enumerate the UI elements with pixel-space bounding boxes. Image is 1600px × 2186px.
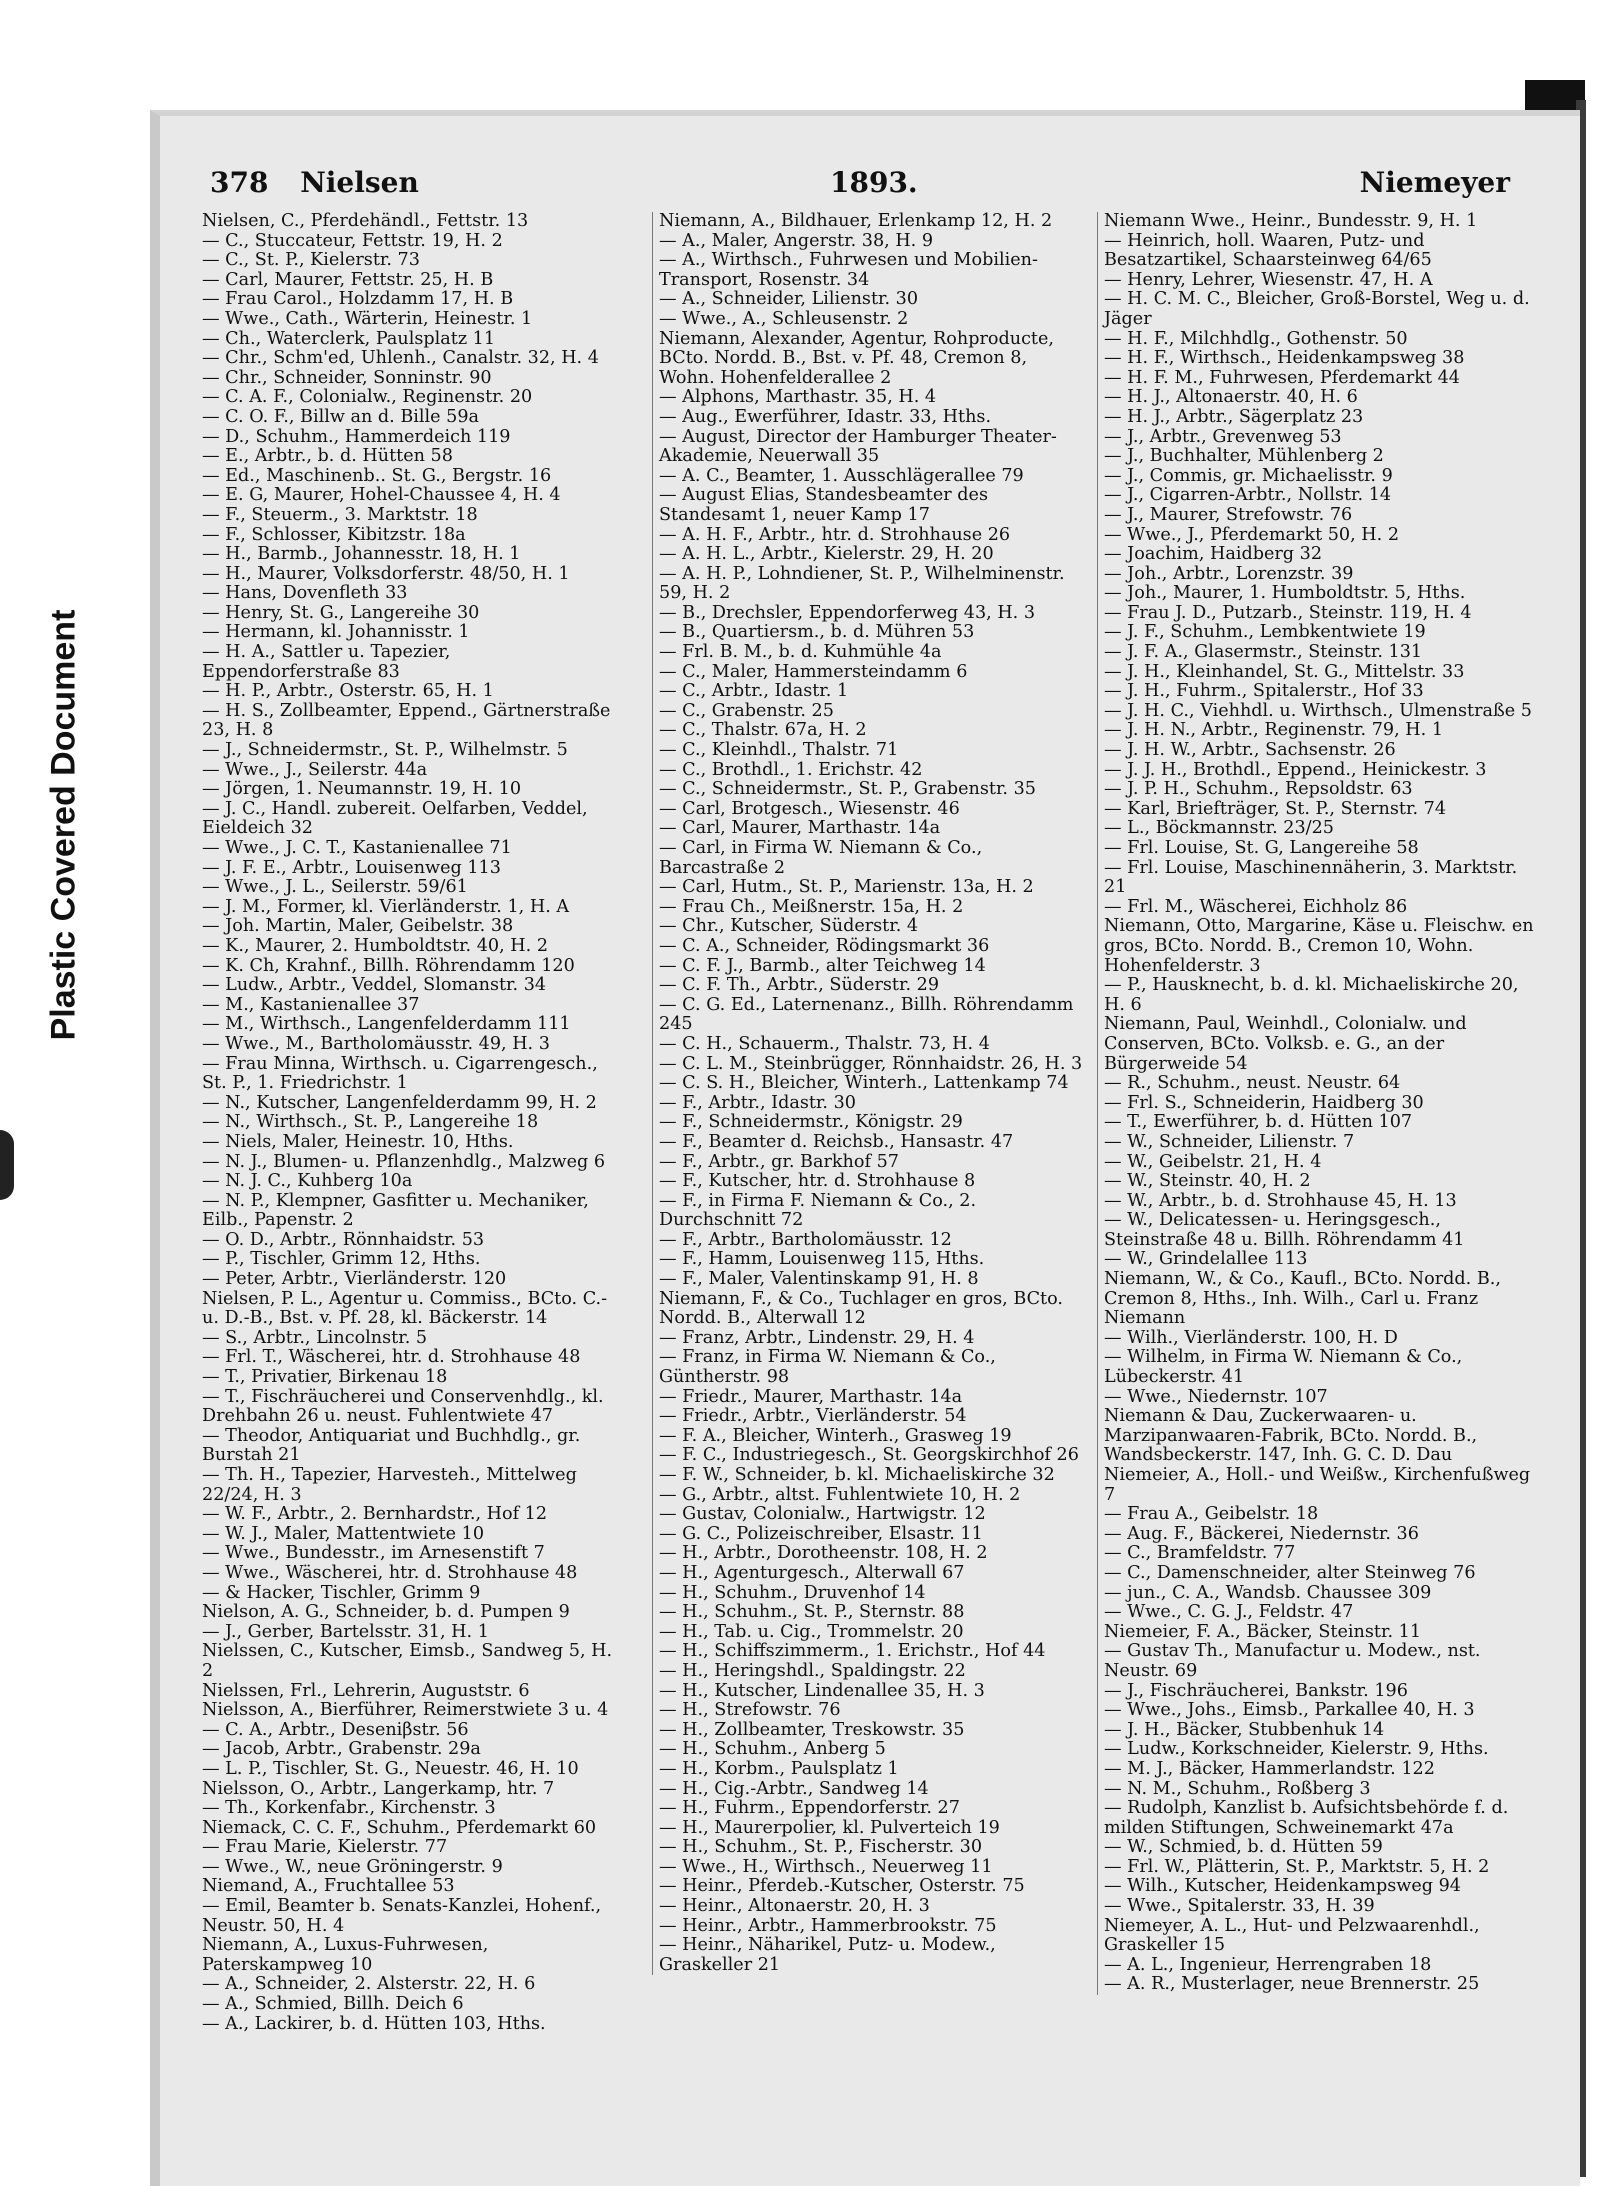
directory-entry: — August, Director der Hamburger Theater-Akademie, Neuerwall 35	[659, 426, 1057, 467]
directory-entry: — Wilh., Kutscher, Heidenkampsweg 94	[1104, 1876, 1461, 1897]
directory-entry: — C., Stuccateur, Fettstr. 19, H. 2	[202, 230, 503, 251]
directory-entry: — J. H. N., Arbtr., Reginenstr. 79, H. 1	[1104, 720, 1444, 741]
directory-entry: — E. G, Maurer, Hohel-Chaussee 4, H. 4	[202, 485, 561, 506]
directory-entry: — F. C., Industriegesch., St. Georgskirchhof 26	[659, 1445, 1079, 1466]
directory-entry: — J., Cigarren-Arbtr., Nollstr. 14	[1104, 485, 1392, 506]
directory-entry: — F., Schlosser, Kibitzstr. 18a	[202, 524, 466, 545]
directory-entry: — Jacob, Arbtr., Grabenstr. 29a	[202, 1739, 481, 1760]
directory-entry: — C., Damenschneider, alter Steinweg 76	[1104, 1562, 1476, 1583]
directory-entry: — Chr., Schneider, Sonninstr. 90	[202, 367, 492, 388]
directory-entry: — W. F., Arbtr., 2. Bernhardstr., Hof 12	[202, 1504, 548, 1525]
directory-entry: — A., Schneider, Lilienstr. 30	[659, 289, 919, 310]
directory-entry: — Frl. Louise, Maschinennäherin, 3. Marktstr. 21	[1104, 857, 1518, 898]
directory-entry: — Rudolph, Kanzlist b. Aufsichtsbehörde f. d. milden Stiftungen, Schweinemarkt 47a	[1104, 1798, 1509, 1838]
directory-entry: — Alphons, Marthastr. 35, H. 4	[659, 387, 937, 408]
directory-entry: — A., Schneider, 2. Alsterstr. 22, H. 6	[202, 1974, 536, 1995]
directory-entry: — L., Böckmannstr. 23/25	[1104, 818, 1334, 839]
directory-entry: — C., Thalstr. 67a, H. 2	[659, 720, 867, 741]
page-header	[210, 166, 1510, 206]
directory-entry: — Wwe., Bundesstr., im Arnesenstift 7	[202, 1543, 545, 1564]
directory-entry: — H., Arbtr., Dorotheenstr. 108, H. 2	[659, 1543, 988, 1564]
directory-entry: — H., Kutscher, Lindenallee 35, H. 3	[659, 1680, 985, 1701]
directory-entry: — Friedr., Maurer, Marthastr. 14a	[659, 1386, 963, 1407]
directory-entry: — E., Arbtr., b. d. Hütten 58	[202, 446, 453, 467]
directory-entry: — H. F., Milchhdlg., Gothenstr. 50	[1104, 328, 1408, 349]
directory-entry: — F., Arbtr., Idastr. 30	[659, 1092, 856, 1113]
directory-entry: — H., Tab. u. Cig., Trommelstr. 20	[659, 1621, 964, 1642]
directory-entry: — H., Fuhrm., Eppendorferstr. 27	[659, 1798, 960, 1819]
directory-entry: — Wwe., A., Schleusenstr. 2	[659, 308, 909, 329]
directory-entry: — H. S., Zollbeamter, Eppend., Gärtnerstraße 23, H. 8	[202, 700, 611, 741]
directory-entry: — Heinr., Pferdeb.-Kutscher, Osterstr. 75	[659, 1876, 1025, 1897]
directory-entry: — F., Hamm, Louisenweg 115, Hths.	[659, 1249, 985, 1270]
directory-entry: — H. P., Arbtr., Osterstr. 65, H. 1	[202, 681, 494, 702]
directory-entry: — H., Maurer, Volksdorferstr. 48/50, H. 1	[202, 563, 570, 584]
directory-entry: — A., Schmied, Billh. Deich 6	[202, 1994, 464, 2015]
directory-entry: — H., Schuhm., St. P., Fischerstr. 30	[659, 1837, 983, 1858]
directory-entry: — T., Privatier, Birkenau 18	[202, 1367, 448, 1388]
directory-entry: — K., Maurer, 2. Humboldtstr. 40, H. 2	[202, 935, 549, 956]
directory-entry: — Franz, Arbtr., Lindenstr. 29, H. 4	[659, 1327, 975, 1348]
directory-entry: — A., Maler, Angerstr. 38, H. 9	[659, 230, 934, 251]
directory-entry: — A. H. P., Lohndiener, St. P., Wilhelminenstr. 59, H. 2	[659, 563, 1065, 604]
header-left-title: Nielsen	[300, 166, 419, 199]
directory-entry: — J. P. H., Schuhm., Repsoldstr. 63	[1104, 779, 1413, 800]
directory-entry: — J. H., Fuhrm., Spitalerstr., Hof 33	[1104, 681, 1424, 702]
directory-entry: — J. H., Bäcker, Stubbenhuk 14	[1104, 1719, 1385, 1740]
directory-entry: — H., Zollbeamter, Treskowstr. 35	[659, 1719, 965, 1740]
directory-entry: — Theodor, Antiquariat und Buchhdlg., gr. Burstah 21	[202, 1425, 581, 1466]
directory-entry: — J., Maurer, Strefowstr. 76	[1104, 504, 1353, 525]
directory-entry: — Carl, Maurer, Marthastr. 14a	[659, 818, 941, 839]
directory-entry: — H., Schiffszimmerm., 1. Erichstr., Hof 44	[659, 1641, 1046, 1662]
directory-entry: — Hermann, kl. Johannisstr. 1	[202, 622, 470, 643]
directory-entry: — C., Schneidermstr., St. P., Grabenstr. 35	[659, 779, 1036, 800]
directory-entry: Nielsen, P. L., Agentur u. Commiss., BCto. C.- u. D.-B., Bst. v. Pf. 28, kl. Bäckerstr. 14	[202, 1288, 608, 1329]
directory-entry: Nielsson, A., Bierführer, Reimerstwiete 3 u. 4	[202, 1700, 609, 1721]
directory-entry: — Heinr., Näharikel, Putz- u. Modew., Graskeller 21	[659, 1935, 996, 1975]
directory-entry: — Wilh., Vierländerstr. 100, H. D	[1104, 1327, 1398, 1348]
directory-entry: — W., Arbtr., b. d. Strohhause 45, H. 13	[1104, 1190, 1457, 1211]
directory-entry: — A. H. F., Arbtr., htr. d. Strohhause 26	[659, 524, 1011, 545]
directory-entry: Niemann, Otto, Margarine, Käse u. Fleischw. en gros, BCto. Nordd. B., Cremon 10, Wohn. Hohenfelderstr. 3	[1104, 916, 1534, 976]
directory-entry: — N., Kutscher, Langenfelderdamm 99, H. 2	[202, 1092, 597, 1113]
directory-entry: Nielsson, O., Arbtr., Langerkamp, htr. 7	[202, 1778, 555, 1799]
directory-entry: — H. J., Arbtr., Sägerplatz 23	[1104, 406, 1364, 427]
directory-entry: — O. D., Arbtr., Rönnhaidstr. 53	[202, 1229, 485, 1250]
directory-entry: — M., Wirthsch., Langenfelderdamm 111	[202, 1014, 571, 1035]
directory-entry: Nielssen, C., Kutscher, Eimsb., Sandweg 5, H. 2	[202, 1641, 613, 1681]
directory-entry: — F., Arbtr., gr. Barkhof 57	[659, 1151, 899, 1172]
directory-entry: — J., Buchhalter, Mühlenberg 2	[1104, 446, 1384, 467]
directory-entry: — Frau Marie, Kielerstr. 77	[202, 1837, 448, 1858]
directory-entry: — W., Grindelallee 113	[1104, 1249, 1308, 1270]
directory-entry: Niemann, W., & Co., Kaufl., BCto. Nordd. B., Cremon 8, Hths., Inh. Wilh., Carl u. Franz Niemann	[1104, 1269, 1501, 1329]
directory-entry: — J., Fischräucherei, Bankstr. 196	[1104, 1680, 1408, 1701]
directory-entry: — J., Schneidermstr., St. P., Wilhelmstr. 5	[202, 740, 568, 761]
directory-entry: — D., Schuhm., Hammerdeich 119	[202, 426, 511, 447]
directory-entry: — C. O. F., Billw an d. Bille 59a	[202, 406, 480, 427]
directory-entry: — H. A., Sattler u. Tapezier, Eppendorferstraße 83	[202, 642, 451, 682]
directory-entry: Niemann Wwe., Heinr., Bundesstr. 9, H. 1	[1104, 211, 1478, 231]
directory-entry: — Heinrich, holl. Waaren, Putz- und Besatzartikel, Schaarsteinweg 64/65	[1104, 230, 1432, 271]
directory-entry: — C., Arbtr., Idastr. 1	[659, 681, 849, 702]
page-number: 378	[210, 166, 269, 199]
directory-entry: — J. H., Kleinhandel, St. G., Mittelstr. 33	[1104, 661, 1465, 682]
directory-entry: — Joh., Arbtr., Lorenzstr. 39	[1104, 563, 1354, 584]
directory-entry: — C. A., Arbtr., Deseniβstr. 56	[202, 1719, 469, 1740]
directory-entry: — P., Hausknecht, b. d. kl. Michaeliskirche 20, H. 6	[1104, 975, 1519, 1015]
directory-entry: — M., Kastanienallee 37	[202, 994, 420, 1015]
directory-entry: Niemann, Alexander, Agentur, Rohproducte, BCto. Nordd. B., Bst. v. Pf. 48, Cremon 8, Wohn. Hohenfelderallee 2	[659, 328, 1055, 388]
directory-entry: — H., Schuhm., St. P., Sternstr. 88	[659, 1602, 965, 1623]
directory-entry: — Joachim, Haidberg 32	[1104, 544, 1323, 565]
header-year: 1893.	[830, 166, 918, 199]
column-2	[652, 212, 1084, 1975]
directory-entry: — Carl, in Firma W. Niemann & Co., Barcastraße 2	[659, 838, 983, 878]
directory-entry: — Henry, Lehrer, Wiesenstr. 47, H. A	[1104, 269, 1433, 290]
directory-entry: — S., Arbtr., Lincolnstr. 5	[202, 1327, 428, 1348]
directory-entry: — F. A., Bleicher, Winterh., Grasweg 19	[659, 1425, 1012, 1446]
directory-entry: — H. F., Wirthsch., Heidenkampsweg 38	[1104, 348, 1465, 369]
side-label: Plastic Covered Document	[44, 609, 83, 1041]
directory-entry: — P., Tischler, Grimm 12, Hths.	[202, 1249, 481, 1270]
directory-entry: — K. Ch, Krahnf., Billh. Röhrendamm 120	[202, 955, 575, 976]
directory-entry: Niemann, Paul, Weinhdl., Colonialw. und Conserven, BCto. Volksb. e. G., an der Bürgerweide 54	[1104, 1014, 1467, 1074]
directory-entry: — N. J., Blumen- u. Pflanzenhdlg., Malzweg 6	[202, 1151, 606, 1172]
directory-entry: — L. P., Tischler, St. G., Neuestr. 46, H. 10	[202, 1758, 579, 1779]
directory-entry: — W., Schneider, Lilienstr. 7	[1104, 1131, 1355, 1152]
directory-entry: — Wwe., J., Pferdemarkt 50, H. 2	[1104, 524, 1400, 545]
directory-entry: — N. J. C., Kuhberg 10a	[202, 1171, 413, 1192]
directory-entry: Niemann & Dau, Zuckerwaaren- u. Marzipanwaaren-Fabrik, BCto. Nordd. B., Wandsbeckerstr. 147, Inh. G. C. D. Dau	[1104, 1406, 1478, 1466]
directory-entry: — F., Steuerm., 3. Marktstr. 18	[202, 504, 478, 525]
directory-entry: — jun., C. A., Wandsb. Chaussee 309	[1104, 1582, 1432, 1603]
directory-entry: — Hans, Dovenfleth 33	[202, 583, 408, 604]
directory-entry: — C. H., Schauerm., Thalstr. 73, H. 4	[659, 1033, 990, 1054]
directory-entry: — Frau A., Geibelstr. 18	[1104, 1504, 1319, 1525]
directory-entry: — A., Lackirer, b. d. Hütten 103, Hths.	[202, 2013, 546, 2034]
directory-entry: — Wwe., J., Seilerstr. 44a	[202, 759, 428, 780]
header-left	[210, 166, 419, 199]
directory-entry: — Karl, Briefträger, St. P., Sternstr. 74	[1104, 798, 1447, 819]
directory-entry: — Carl, Hutm., St. P., Marienstr. 13a, H. 2	[659, 877, 1034, 898]
directory-entry: — H., Strefowstr. 76	[659, 1700, 841, 1721]
directory-entry: — H., Agenturgesch., Alterwall 67	[659, 1562, 965, 1583]
directory-entry: — Frl. B. M., b. d. Kuhmühle 4a	[659, 642, 942, 663]
directory-entry: — Wwe., H., Wirthsch., Neuerweg 11	[659, 1856, 993, 1877]
directory-entry: Niemack, C. C. F., Schuhm., Pferdemarkt 60	[202, 1817, 597, 1838]
directory-entry: — A. R., Musterlager, neue Brennerstr. 25	[1104, 1974, 1480, 1995]
directory-entry: — J. F., Schuhm., Lembkentwiete 19	[1104, 622, 1426, 643]
directory-entry: — Peter, Arbtr., Vierländerstr. 120	[202, 1269, 507, 1290]
directory-entry: — Emil, Beamter b. Senats-Kanzlei, Hohenf., Neustr. 50, H. 4	[202, 1896, 602, 1936]
directory-entry: — W., Delicatessen- u. Heringsgesch., Steinstraße 48 u. Billh. Röhrendamm 41	[1104, 1210, 1465, 1250]
directory-entry: — F., Arbtr., Bartholomäusstr. 12	[659, 1229, 952, 1250]
directory-entry: — Frl. S., Schneiderin, Haidberg 30	[1104, 1092, 1424, 1113]
directory-entry: — F., Kutscher, htr. d. Strohhause 8	[659, 1171, 976, 1192]
directory-entry: — W., Steinstr. 40, H. 2	[1104, 1171, 1311, 1192]
directory-entry: — August Elias, Standesbeamter des Standesamt 1, neuer Kamp 17	[659, 485, 988, 525]
directory-entry: — Friedr., Arbtr., Vierländerstr. 54	[659, 1406, 967, 1427]
column-3	[1097, 212, 1534, 1995]
directory-entry: — T., Fischräucherei und Conservenhdlg., kl. Drehbahn 26 u. neust. Fuhlentwiete 47	[202, 1386, 604, 1427]
directory-entry: — C., Grabenstr. 25	[659, 700, 834, 721]
directory-entry: Nielson, A. G., Schneider, b. d. Pumpen 9	[202, 1602, 570, 1623]
directory-entry: — Jörgen, 1. Neumannstr. 19, H. 10	[202, 779, 522, 800]
directory-entry: Niemann, F., & Co., Tuchlager en gros, BCto. Nordd. B., Alterwall 12	[659, 1288, 1063, 1329]
directory-entry: — J. H. W., Arbtr., Sachsenstr. 26	[1104, 740, 1396, 761]
directory-entry: — Frau J. D., Putzarb., Steinstr. 119, H. 4	[1104, 602, 1472, 623]
directory-entry: — F. W., Schneider, b. kl. Michaeliskirche 32	[659, 1465, 1055, 1485]
directory-entry: — W., Geibelstr. 21, H. 4	[1104, 1151, 1322, 1172]
directory-entry: — J. F. A., Glasermstr., Steinstr. 131	[1104, 642, 1423, 663]
directory-entry: — Wilhelm, in Firma W. Niemann & Co., Lübeckerstr. 41	[1104, 1347, 1463, 1388]
directory-entry: — Frau Ch., Meißnerstr. 15a, H. 2	[659, 896, 964, 917]
directory-entry: — G. C., Polizeischreiber, Elsastr. 11	[659, 1523, 983, 1544]
directory-entry: — F., in Firma F. Niemann & Co., 2. Durchschnitt 72	[659, 1190, 977, 1231]
directory-entry: — G., Arbtr., altst. Fuhlentwiete 10, H. 2	[659, 1484, 1021, 1505]
directory-entry: — C. F. Th., Arbtr., Süderstr. 29	[659, 975, 940, 996]
directory-entry: — Wwe., J. L., Seilerstr. 59/61	[202, 877, 468, 898]
directory-entry: — Frl. W., Plätterin, St. P., Marktstr. 5, H. 2	[1104, 1856, 1490, 1877]
directory-entry: — J. H. C., Viehhdl. u. Wirthsch., Ulmenstraße 5	[1104, 700, 1532, 721]
directory-entry: Niemann, A., Luxus-Fuhrwesen, Paterskampweg 10	[202, 1935, 489, 1975]
directory-entry: — Joh., Maurer, 1. Humboldtstr. 5, Hths.	[1104, 583, 1466, 604]
header-right-title: Niemeyer	[1359, 166, 1510, 199]
directory-entry: Niemeier, A., Holl.- und Weißw., Kirchenfußweg 7	[1104, 1465, 1531, 1505]
directory-entry: Niemand, A., Fruchtallee 53	[202, 1876, 455, 1897]
directory-entry: — C., Kleinhdl., Thalstr. 71	[659, 740, 899, 761]
directory-entry: — Carl, Brotgesch., Wiesenstr. 46	[659, 798, 960, 819]
directory-entry: — T., Ewerführer, b. d. Hütten 107	[1104, 1112, 1413, 1133]
directory-entry: — Gustav Th., Manufactur u. Modew., nst. Neustr. 69	[1104, 1641, 1481, 1681]
directory-entry: — H., Schuhm., Druvenhof 14	[659, 1582, 926, 1603]
directory-entry: — C., St. P., Kielerstr. 73	[202, 250, 420, 271]
directory-entry: — J. M., Former, kl. Vierländerstr. 1, H. A	[202, 896, 570, 917]
directory-entry: — Wwe., Spitalerstr. 33, H. 39	[1104, 1896, 1375, 1917]
directory-entry: — W. J., Maler, Mattentwiete 10	[202, 1523, 485, 1544]
directory-entry: Nielssen, Frl., Lehrerin, Auguststr. 6	[202, 1680, 530, 1701]
directory-entry: — Ludw., Korkschneider, Kielerstr. 9, Hths.	[1104, 1739, 1489, 1760]
directory-entry: — J., Gerber, Bartelsstr. 31, H. 1	[202, 1621, 489, 1642]
directory-entry: — J., Arbtr., Grevenweg 53	[1104, 426, 1342, 447]
directory-entry: — Henry, St. G., Langereihe 30	[202, 602, 480, 623]
directory-entry: — C., Brothdl., 1. Erichstr. 42	[659, 759, 923, 780]
directory-entry: — Wwe., Wäscherei, htr. d. Strohhause 48	[202, 1562, 578, 1583]
directory-entry: — Th. H., Tapezier, Harvesteh., Mittelweg 22/24, H. 3	[202, 1465, 577, 1505]
directory-entry: — Frl. M., Wäscherei, Eichholz 86	[1104, 896, 1408, 917]
directory-entry: — Frl. T., Wäscherei, htr. d. Strohhause 48	[202, 1347, 581, 1368]
directory-entry: — Wwe., Niedernstr. 107	[1104, 1386, 1328, 1407]
directory-entry: — A., Wirthsch., Fuhrwesen und Mobilien-Transport, Rosenstr. 34	[659, 250, 1038, 290]
directory-entry: — Niels, Maler, Heinestr. 10, Hths.	[202, 1131, 514, 1152]
directory-entry: — A. H. L., Arbtr., Kielerstr. 29, H. 20	[659, 544, 994, 565]
directory-entry: — Frau Carol., Holzdamm 17, H. B	[202, 289, 514, 310]
directory-entry: — R., Schuhm., neust. Neustr. 64	[1104, 1073, 1401, 1094]
directory-page	[150, 110, 1580, 2186]
directory-entry: — H. C. M. C., Bleicher, Groß-Borstel, Weg u. d. Jäger	[1104, 289, 1530, 329]
directory-entry: — A. L., Ingenieur, Herrengraben 18	[1104, 1954, 1432, 1975]
directory-entry: — N., Wirthsch., St. P., Langereihe 18	[202, 1112, 539, 1133]
directory-entry: Niemeyer, A. L., Hut- und Pelzwaarenhdl., Graskeller 15	[1104, 1915, 1480, 1956]
directory-entry: — Wwe., C. G. J., Feldstr. 47	[1104, 1602, 1354, 1623]
directory-entry: — Wwe., W., neue Gröningerstr. 9	[202, 1856, 503, 1877]
directory-entry: — A. C., Beamter, 1. Ausschlägerallee 79	[659, 465, 1024, 486]
directory-entry: — Heinr., Arbtr., Hammerbrookstr. 75	[659, 1915, 997, 1936]
directory-entry: — F., Maler, Valentinskamp 91, H. 8	[659, 1269, 979, 1290]
directory-entry: — C., Bramfeldstr. 77	[1104, 1543, 1296, 1564]
directory-entry: — Ed., Maschinenb.. St. G., Bergstr. 16	[202, 465, 552, 486]
directory-entry: — H., Cig.-Arbtr., Sandweg 14	[659, 1778, 929, 1799]
directory-entry: — & Hacker, Tischler, Grimm 9	[202, 1582, 481, 1603]
directory-entry: — Th., Korkenfabr., Kirchenstr. 3	[202, 1798, 496, 1819]
directory-entry: — Joh. Martin, Maler, Geibelstr. 38	[202, 916, 514, 937]
directory-entry: Niemeier, F. A., Bäcker, Steinstr. 11	[1104, 1621, 1422, 1642]
directory-entry: — J. C., Handl. zubereit. Oelfarben, Veddel, Eieldeich 32	[202, 798, 588, 839]
directory-entry: — Heinr., Altonaerstr. 20, H. 3	[659, 1896, 930, 1917]
directory-entry: — C., Maler, Hammersteindamm 6	[659, 661, 968, 682]
directory-entry: — Frau Minna, Wirthsch. u. Cigarrengesch., St. P., 1. Friedrichstr. 1	[202, 1053, 598, 1094]
directory-entry: — H. F. M., Fuhrwesen, Pferdemarkt 44	[1104, 367, 1461, 388]
directory-entry: — Frl. Louise, St. G, Langereihe 58	[1104, 838, 1419, 858]
side-mark	[0, 1130, 14, 1200]
directory-entry: — Aug. F., Bäckerei, Niedernstr. 36	[1104, 1523, 1419, 1544]
directory-entry: — C. A., Schneider, Rödingsmarkt 36	[659, 935, 990, 956]
directory-entry: — Chr., Kutscher, Süderstr. 4	[659, 916, 919, 937]
directory-entry: — H., Schuhm., Anberg 5	[659, 1739, 886, 1760]
directory-entry: — H., Barmb., Johannesstr. 18, H. 1	[202, 544, 521, 565]
directory-entry: — J. F. E., Arbtr., Louisenweg 113	[202, 857, 501, 878]
directory-entry: — H., Korbm., Paulsplatz 1	[659, 1758, 899, 1779]
directory-entry: — H. J., Altonaerstr. 40, H. 6	[1104, 387, 1358, 408]
directory-entry: — B., Drechsler, Eppendorferweg 43, H. 3	[659, 602, 1036, 623]
directory-entry: Niemann, A., Bildhauer, Erlenkamp 12, H. 2	[659, 211, 1053, 231]
directory-entry: — Ludw., Arbtr., Veddel, Slomanstr. 34	[202, 975, 547, 996]
directory-entry: — Wwe., J. C. T., Kastanienallee 71	[202, 838, 512, 858]
directory-entry: — Gustav, Colonialw., Hartwigstr. 12	[659, 1504, 986, 1525]
directory-entry: — Chr., Schm'ed, Uhlenh., Canalstr. 32, H. 4	[202, 348, 599, 369]
directory-entry: — H., Heringshdl., Spaldingstr. 22	[659, 1660, 966, 1681]
directory-entry: — N. M., Schuhm., Roßberg 3	[1104, 1778, 1371, 1799]
directory-entry: — M. J., Bäcker, Hammerlandstr. 122	[1104, 1758, 1435, 1779]
directory-entry: — C. A. F., Colonialw., Reginenstr. 20	[202, 387, 533, 408]
directory-entry: — N. P., Klempner, Gasfitter u. Mechaniker, Eilb., Papenstr. 2	[202, 1190, 589, 1231]
directory-entry: — Carl, Maurer, Fettstr. 25, H. B	[202, 269, 494, 290]
directory-entry: — W., Schmied, b. d. Hütten 59	[1104, 1837, 1383, 1858]
directory-entry: — Ch., Waterclerk, Paulsplatz 11	[202, 328, 496, 349]
directory-entry: Nielsen, C., Pferdehändl., Fettstr. 13	[202, 211, 529, 231]
directory-entry: — Aug., Ewerführer, Idastr. 33, Hths.	[659, 406, 992, 427]
directory-entry: — J., Commis, gr. Michaelisstr. 9	[1104, 465, 1393, 486]
directory-entry: — J. J. H., Brothdl., Eppend., Heinickestr. 3	[1104, 759, 1487, 780]
column-1	[202, 212, 622, 2034]
directory-entry: — C. G. Ed., Laternenanz., Billh. Röhrendamm 245	[659, 994, 1074, 1035]
directory-entry: — Wwe., M., Bartholomäusstr. 49, H. 3	[202, 1033, 550, 1054]
directory-entry: — C. L. M., Steinbrügger, Rönnhaidstr. 26, H. 3	[659, 1053, 1083, 1074]
directory-entry: — C. F. J., Barmb., alter Teichweg 14	[659, 955, 986, 976]
directory-entry: — B., Quartiersm., b. d. Mühren 53	[659, 622, 975, 643]
directory-entry: — C. S. H., Bleicher, Winterh., Lattenkamp 74	[659, 1073, 1069, 1094]
directory-entry: — F., Schneidermstr., Königstr. 29	[659, 1112, 963, 1133]
directory-entry: — F., Beamter d. Reichsb., Hansastr. 47	[659, 1131, 1014, 1152]
directory-entry: — Wwe., Cath., Wärterin, Heinestr. 1	[202, 308, 533, 329]
directory-entry: — H., Maurerpolier, kl. Pulverteich 19	[659, 1817, 1000, 1838]
directory-entry: — Wwe., Johs., Eimsb., Parkallee 40, H. 3	[1104, 1700, 1475, 1721]
directory-entry: — Franz, in Firma W. Niemann & Co., Güntherstr. 98	[659, 1347, 996, 1388]
